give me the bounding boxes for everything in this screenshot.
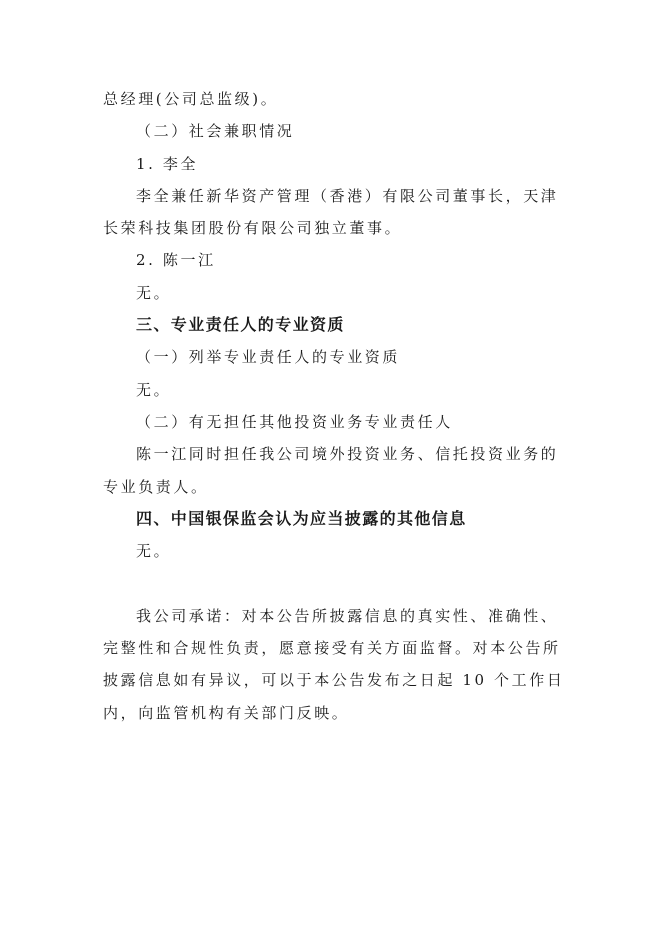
document-page <box>103 83 563 729</box>
section-subheading-social-positions: （二）社会兼职情况 <box>136 122 295 141</box>
commitment-line-4: 内，向监管机构有关部门反映。 <box>103 703 350 722</box>
paragraph-li-quan-line-2: 长荣科技集团股份有限公司独立董事。 <box>103 219 403 238</box>
section-subheading-other-roles: （二）有无担任其他投资业务专业责任人 <box>136 412 453 431</box>
person-item-li-quan: 1. 李全 <box>136 154 199 173</box>
blank-line <box>103 567 563 599</box>
paragraph-other-roles-line-2: 专业负责人。 <box>103 477 209 496</box>
paragraph-none: 无。 <box>136 283 172 302</box>
section-heading-qualifications: 三、专业责任人的专业资质 <box>136 315 345 335</box>
commitment-line-1: 我公司承诺：对本公告所披露信息的真实性、准确性、 <box>136 606 559 625</box>
commitment-line-2: 完整性和合规性负责，愿意接受有关方面监督。对本公告所 <box>103 639 561 658</box>
commitment-line-3: 披露信息如有异议，可以于本公告发布之日起 10 个工作日 <box>103 671 565 690</box>
paragraph-continuation: 总经理(公司总监级)。 <box>103 90 279 108</box>
section-heading-other-info: 四、中国银保监会认为应当披露的其他信息 <box>136 508 467 528</box>
paragraph-li-quan-line-1: 李全兼任新华资产管理（香港）有限公司董事长，天津 <box>136 186 559 205</box>
paragraph-none: 无。 <box>136 542 172 561</box>
paragraph-none: 无。 <box>136 380 172 399</box>
section-subheading-list-qualifications: （一）列举专业责任人的专业资质 <box>136 348 401 367</box>
person-item-chen-yijiang: 2. 陈一江 <box>136 251 216 270</box>
paragraph-other-roles-line-1: 陈一江同时担任我公司境外投资业务、信托投资业务的 <box>136 445 559 464</box>
